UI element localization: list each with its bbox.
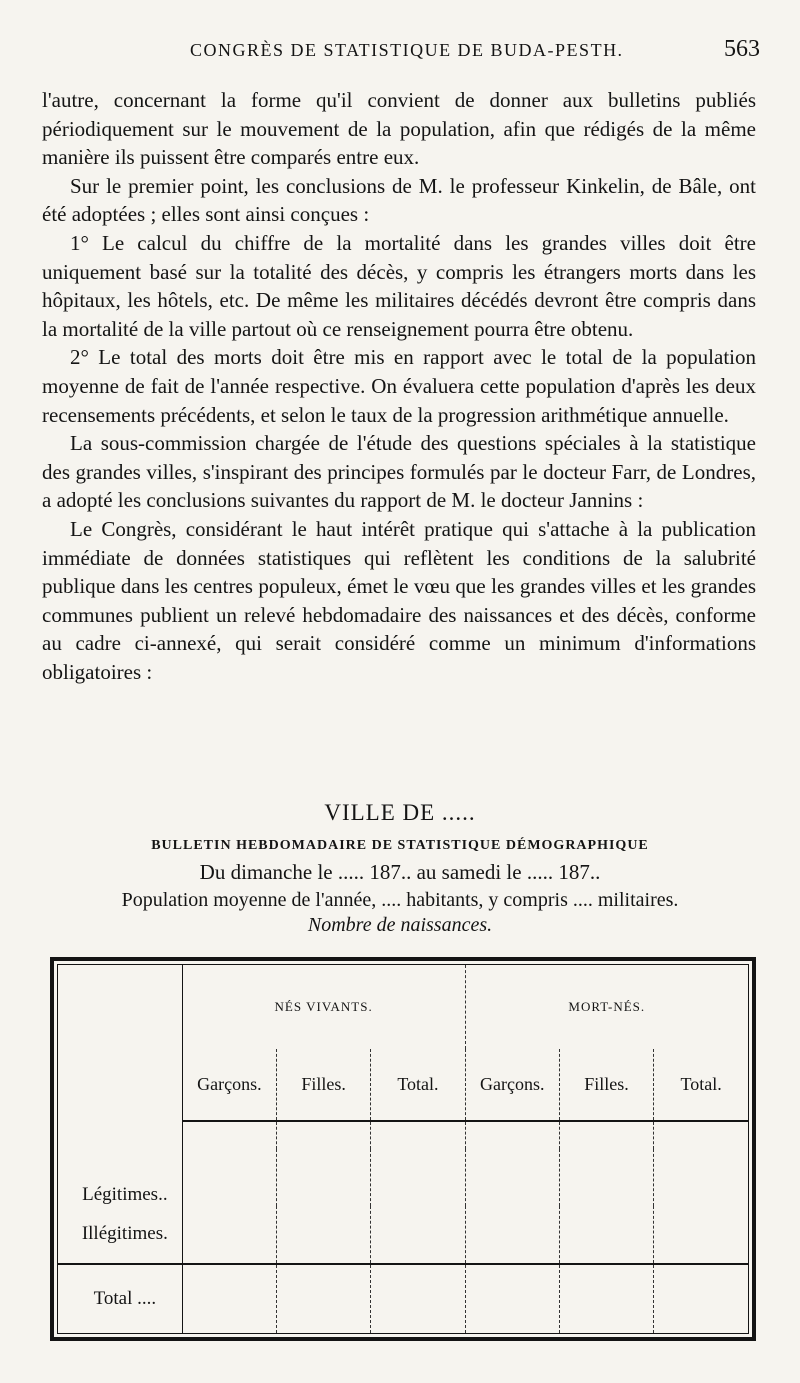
table-row [58, 1206, 748, 1264]
table-cell [276, 1149, 370, 1206]
table-cell [654, 1206, 748, 1264]
group-header-stillborn: MORT-NÉS. [568, 999, 646, 1015]
table-cell [276, 1264, 370, 1333]
table-cell [371, 1206, 465, 1264]
table-cell [465, 1264, 559, 1333]
column-header: Garçons. [465, 1049, 559, 1121]
table-cell [371, 1264, 465, 1333]
column-header: Total. [371, 1049, 465, 1121]
table-cell [465, 1206, 559, 1264]
paragraph: 1° Le calcul du chiffre de la mortalité dans les grandes villes doit être uniquement basé sur la totalité des décès, y compris les étrangers morts dans les hôpitaux, les hôtels, etc. De même les militaires décédés devront être compris dans la mortalité de la ville partout où ce renseignement pourra être obtenu. [42, 230, 756, 341]
column-header: Filles. [276, 1049, 370, 1121]
table-cell [182, 1206, 276, 1264]
paragraph: La sous-commission chargée de l'étude des questions spéciales à la statistique des grandes villes, s'inspirant des principes formulés par le docteur Farr, de Londres, a adopté les conclusions suivantes du rapport de M. le docteur Jannins : [42, 431, 756, 513]
paragraph: Le Congrès, considérant le haut intérêt pratique qui s'attache à la publication immédiate de données statistiques qui reflètent les conditions de la salubrité publique dans les centres populeux, émet le vœu que les grandes villes et les grandes communes publient un relevé hebdomadaire des naissances et des décès, conforme au cadre ci-annexé, qui serait considéré comme un minimum d'informations obligatoires : [42, 516, 756, 684]
row-label: Total .... [58, 1264, 182, 1333]
column-header: Total. [654, 1049, 748, 1121]
births-table [50, 957, 756, 1341]
births-caption: Nombre de naissances. [307, 914, 493, 936]
table-cell [654, 1264, 748, 1333]
table-cell [559, 1149, 653, 1206]
town-line: VILLE DE ..... [324, 800, 476, 825]
table-cell [182, 1149, 276, 1206]
bulletin-form [42, 800, 758, 937]
table-cell [654, 1149, 748, 1206]
page-number: 563 [724, 36, 760, 62]
table-cell [465, 1149, 559, 1206]
body-text [42, 86, 756, 686]
running-head: CONGRÈS DE STATISTIQUE DE BUDA-PESTH. [190, 40, 624, 60]
paragraph: l'autre, concernant la forme qu'il convient de donner aux bulletins publiés périodiquement sur le mouvement de la population, afin que rédigés de la même manière ils puissent être comparés entre eux. [42, 88, 756, 170]
page-header [40, 36, 760, 70]
paragraph: Sur le premier point, les conclusions de M. le professeur Kinkelin, de Bâle, ont été adoptées ; elles sont ainsi conçues : [42, 173, 756, 227]
table-cell [182, 1264, 276, 1333]
table-row [58, 1264, 748, 1333]
paragraph: 2° Le total des morts doit être mis en rapport avec le total de la population moyenne de fait de l'année respective. On évaluera cette population d'après les deux recensements précédents, et selon le taux de la progression arithmétique annuelle. [42, 345, 756, 427]
bulletin-title: BULLETIN HEBDOMADAIRE DE STATISTIQUE DÉMOGRAPHIQUE [151, 838, 649, 853]
table-cell [559, 1206, 653, 1264]
column-header: Garçons. [182, 1049, 276, 1121]
table-row [58, 1149, 748, 1206]
table-cell [559, 1264, 653, 1333]
table-cell [276, 1206, 370, 1264]
table-corner [58, 965, 182, 1121]
row-label: Illégitimes. [58, 1206, 182, 1264]
population-line: Population moyenne de l'année, .... habitants, y compris .... militaires. [121, 889, 679, 911]
period-line: Du dimanche le ..... 187.. au samedi le ..... 187.. [199, 860, 601, 884]
row-label: Légitimes.. [58, 1149, 182, 1206]
group-header-live-births: NÉS VIVANTS. [182, 965, 465, 1049]
table-cell [371, 1149, 465, 1206]
column-header: Filles. [559, 1049, 653, 1121]
